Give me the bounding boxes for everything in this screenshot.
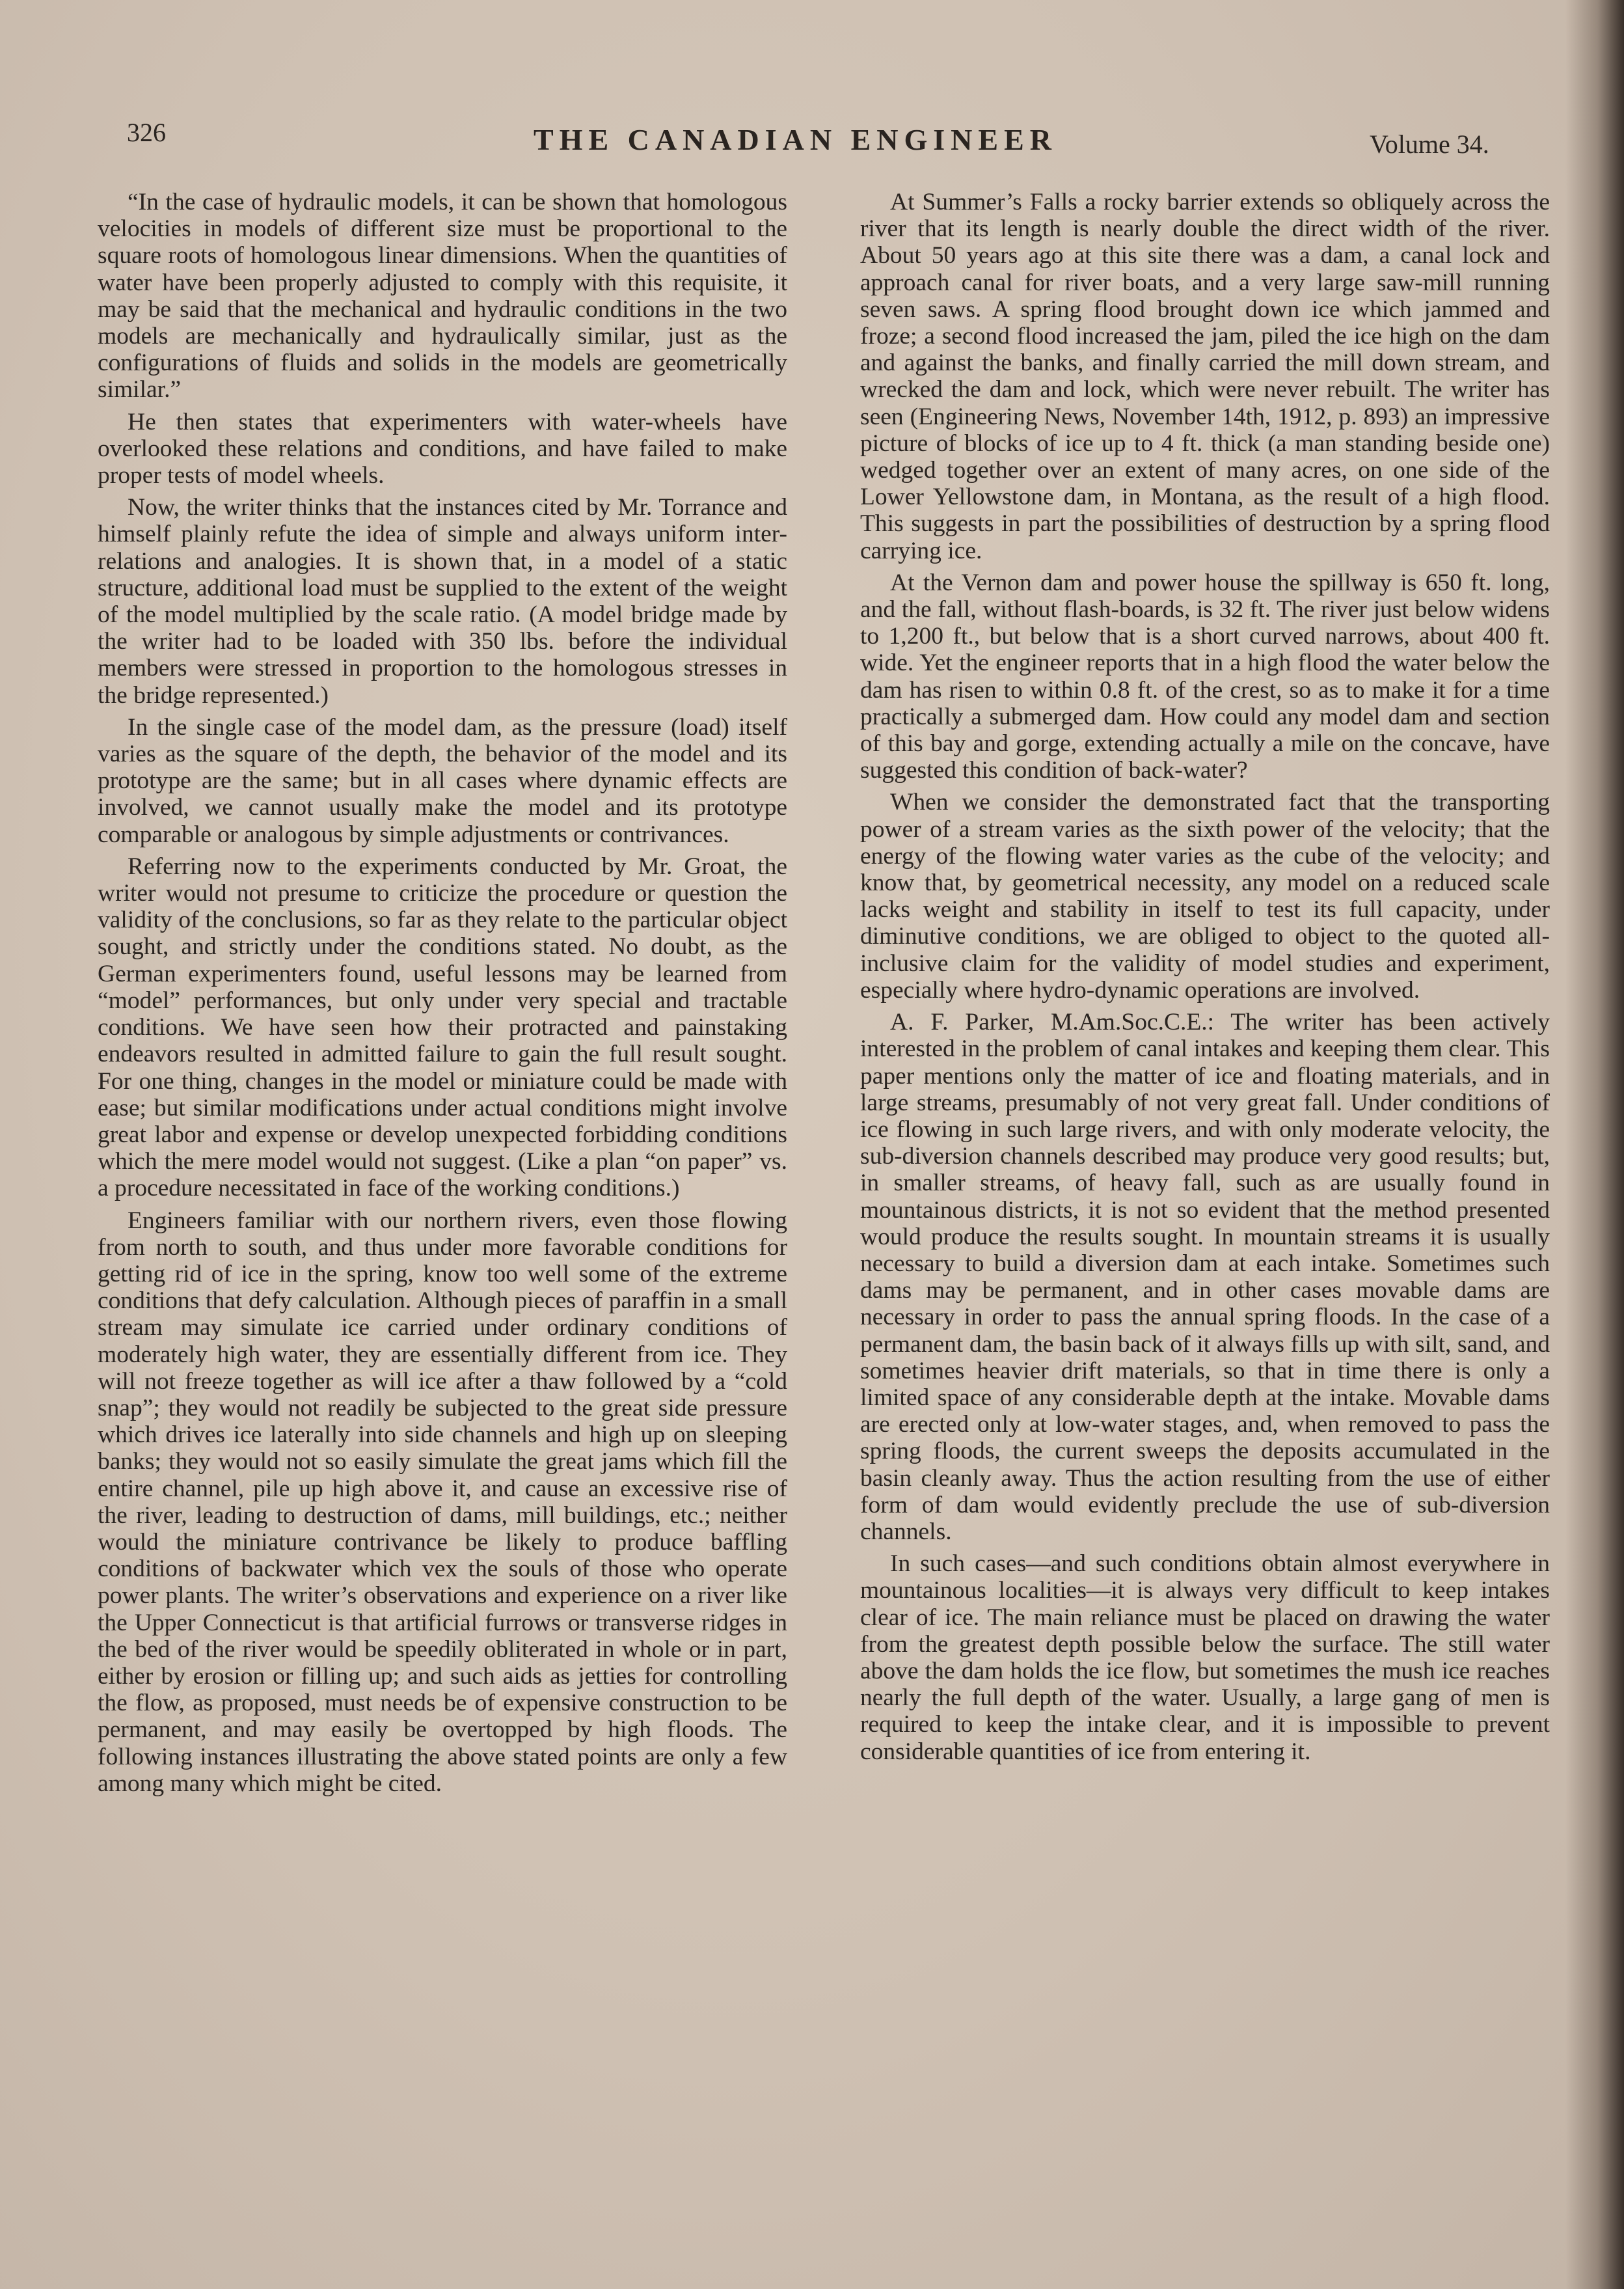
page-number: 326 — [127, 118, 166, 147]
paragraph: “In the case of hydraulic models, it can be shown that homologous velocities in models of different size must be proportional to the square roots of homologous linear dimensions. When the quantities of water have been properly adjusted to comply with this requisite, it may be said that the mechanical and hydraulic conditions in the two models are mechanically and hydraulically similar, just as the configurations of fluids and solids in the models are geometrically similar.” — [98, 189, 787, 404]
paragraph: In such cases—and such conditions obtain almost everywhere in mountainous localities—it is always very difficult to keep intakes clear of ice. The main reliance must be placed on drawing the water from the greatest depth possible below the surface. The still water above the dam holds the ice flow, but sometimes the mush ice reaches nearly the full depth of the water. Usually, a large gang of men is required to keep the intake clear, and it is impossible to prevent considerable quantities of ice from entering it. — [860, 1550, 1550, 1765]
paragraph: At Summer’s Falls a rocky barrier extends so obliquely across the river that its length is nearly double the direct width of the river. About 50 years ago at this site there was a dam, a canal lock and approach canal for river boats, and a very large saw-mill running seven saws. A spring flood brought down ice which jammed and froze; a second flood increased the jam, piled the ice high on the dam and against the banks, and finally carried the mill down stream, and wrecked the dam and lock, which were never rebuilt. The writer has seen (Engineering News, November 14th, 1912, p. 893) an impressive picture of blocks of ice up to 4 ft. thick (a man standing beside one) wedged together over an extent of many acres, on one side of the Lower Yellowstone dam, in Montana, as the result of a high flood. This suggests in part the possibilities of destruction by a spring flood carrying ice. — [860, 189, 1550, 564]
paragraph: At the Vernon dam and power house the spillway is 650 ft. long, and the fall, without flash-boards, is 32 ft. The river just below widens to 1,200 ft., but below that is a short curved narrows, about 400 ft. wide. Yet the engineer reports that in a high flood the water below the dam has risen to within 0.8 ft. of the crest, so as to make it for a time practically a submerged dam. How could any model dam and section of this bay and gorge, extending actually a mile on the concave, have suggested this condition of back-water? — [860, 569, 1550, 784]
volume-label: Volume 34. — [1370, 130, 1489, 159]
paragraph: Now, the writer thinks that the instances cited by Mr. Torrance and himself plainly refute the idea of simple and always uniform inter-relations and analogies. It is shown that, in a model of a static structure, additional load must be supplied to the extent of the weight of the model multiplied by the scale ratio. (A model bridge made by the writer had to be loaded with 350 lbs. before the individual members were stressed in proportion to the homologous stresses in the bridge represented.) — [98, 494, 787, 709]
journal-title: THE CANADIAN ENGINEER — [534, 123, 1057, 156]
paragraph: Engineers familiar with our northern rivers, even those flowing from north to south, and thus under more favorable conditions for getting rid of ice in the spring, know too well some of the extreme conditions that defy calculation. Although pieces of paraffin in a small stream may simulate ice carried under ordinary conditions of moderately high water, they are essentially different from ice. They will not freeze together as will ice after a thaw followed by a “cold snap”; they would not readily be subjected to the great side pressure which drives ice laterally into side channels and high up on sleeping banks; they would not so easily simulate the great jams which fill the entire channel, pile up high above it, and cause an excessive rise of the river, leading to destruction of dams, mill buildings, etc.; neither would the miniature contrivance be likely to produce baffling conditions of backwater which vex the souls of those who operate power plants. The writer’s observations and experience on a river like the Upper Connecticut is that artificial furrows or transverse ridges in the bed of the river would be speedily obliterated in whole or in part, either by erosion or filling up; and such aids as jetties for controlling the flow, as proposed, must needs be of expensive construction to be permanent, and may easily be overtopped by high floods. The following instances illustrating the above stated points are only a few among many which might be cited. — [98, 1207, 787, 1797]
paragraph: When we consider the demonstrated fact that the transporting power of a stream varies as the sixth power of the velocity; that the energy of the flowing water varies as the cube of the velocity; and know that, by geometrical necessity, any model on a reduced scale lacks weight and stability in itself to test its full capacity, under diminutive conditions, we are obliged to object to the quoted all-inclusive claim for the validity of model studies and experiment, especially where hydro-dynamic operations are involved. — [860, 789, 1550, 1004]
paragraph: He then states that experimenters with water-wheels have overlooked these relations and conditions, and have failed to make proper tests of model wheels. — [98, 408, 787, 489]
right-column — [860, 189, 1550, 1770]
left-column — [98, 189, 787, 1802]
paragraph: In the single case of the model dam, as the pressure (load) itself varies as the square of the depth, the behavior of the model and its prototype are the same; but in all cases where dynamic effects are involved, we cannot usually make the model and its prototype comparable or analogous by simple adjustments or contrivances. — [98, 713, 787, 848]
paragraph: A. F. Parker, M.Am.Soc.C.E.: The writer has been actively interested in the problem of canal intakes and keeping them clear. This paper mentions only the matter of ice and floating materials, and in large streams, presumably of not very great fall. Under conditions of ice flowing in such large rivers, and with only moderate velocity, the sub-diversion channels described may produce very good results; but, in smaller streams, of heavy fall, such as are usually found in mountainous districts, it is not so evident that the method presented would produce the results sought. In mountain streams it is usually necessary to build a diversion dam at each intake. Sometimes such dams may be permanent, and in other cases movable dams are necessary in order to pass the annual spring floods. In the case of a permanent dam, the basin back of it always fills up with silt, sand, and sometimes heavier drift materials, so that in time there is only a limited space of any considerable depth at the intake. Movable dams are erected only at low-water stages, and, when removed to pass the spring floods, the current sweeps the deposits accumulated in the basin cleanly away. Thus the action resulting from the use of either form of dam would evidently preclude the use of sub-diversion channels. — [860, 1009, 1550, 1545]
paragraph: Referring now to the experiments conducted by Mr. Groat, the writer would not presume to criticize the procedure or question the validity of the conclusions, so far as they relate to the particular object sought, and strictly under the conditions stated. No doubt, as the German experimenters found, useful lessons may be learned from “model” performances, but only under very special and tractable conditions. We have seen how their protracted and painstaking endeavors resulted in admitted failure to gain the full result sought. For one thing, changes in the model or miniature could be made with ease; but similar modifications under actual conditions might involve great labor and expense or develop unexpected forbidding conditions which the mere model would not suggest. (Like a plan “on paper” vs. a procedure necessitated in face of the working conditions.) — [98, 853, 787, 1202]
binding-shadow — [1565, 0, 1624, 2289]
running-header — [127, 111, 1526, 169]
